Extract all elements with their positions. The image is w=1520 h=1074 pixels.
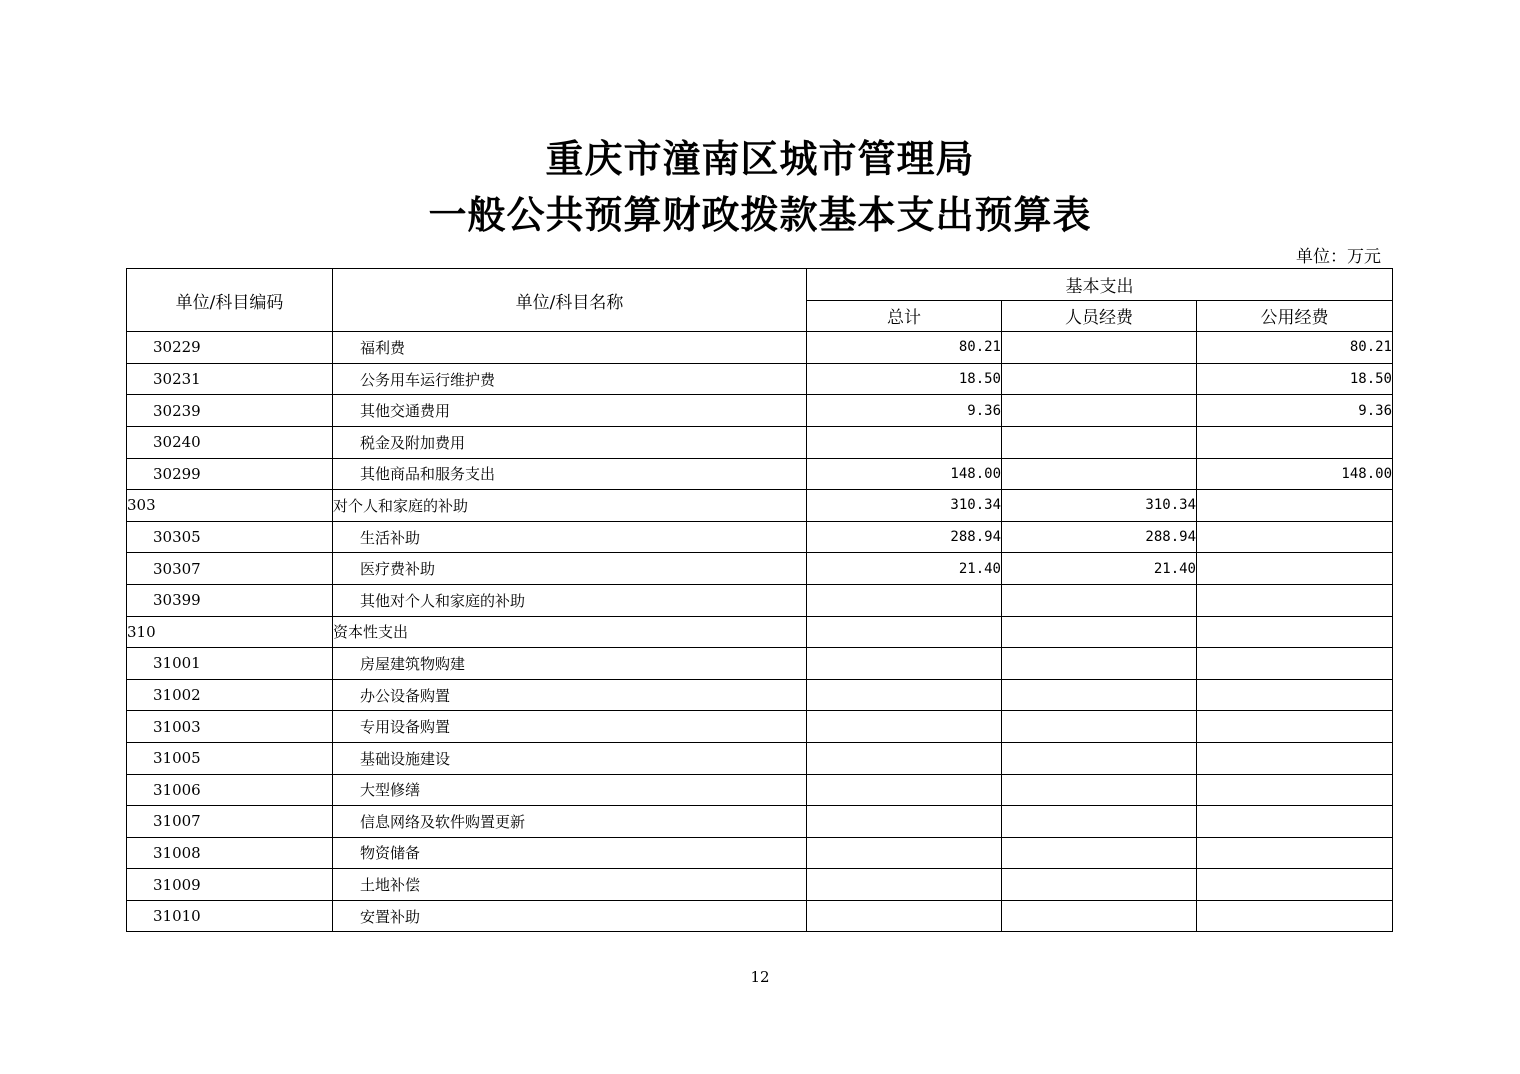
cell-total (807, 426, 1002, 458)
table-row (127, 742, 1393, 774)
table-row (127, 332, 1393, 364)
cell-code: 31003 (127, 711, 333, 743)
header-personnel: 人员经费 (1002, 300, 1197, 332)
table-row (127, 774, 1393, 806)
cell-personnel (1002, 679, 1197, 711)
cell-personnel (1002, 742, 1197, 774)
cell-code: 31010 (127, 900, 333, 932)
cell-name: 土地补偿 (333, 869, 807, 901)
cell-personnel (1002, 774, 1197, 806)
cell-total: 148.00 (807, 458, 1002, 490)
cell-public (1197, 584, 1393, 616)
table-row (127, 584, 1393, 616)
cell-name: 房屋建筑物购建 (333, 648, 807, 680)
cell-total (807, 837, 1002, 869)
cell-personnel (1002, 648, 1197, 680)
header-code: 单位/科目编码 (127, 269, 333, 332)
cell-name: 信息网络及软件购置更新 (333, 806, 807, 838)
cell-personnel (1002, 806, 1197, 838)
cell-personnel (1002, 616, 1197, 648)
table-row (127, 900, 1393, 932)
header-total: 总计 (807, 300, 1002, 332)
cell-total: 9.36 (807, 395, 1002, 427)
table-row (127, 426, 1393, 458)
cell-name: 资本性支出 (333, 616, 807, 648)
table-row (127, 363, 1393, 395)
cell-public: 148.00 (1197, 458, 1393, 490)
cell-public: 9.36 (1197, 395, 1393, 427)
cell-name: 安置补助 (333, 900, 807, 932)
cell-personnel (1002, 426, 1197, 458)
cell-name: 税金及附加费用 (333, 426, 807, 458)
cell-personnel (1002, 395, 1197, 427)
cell-personnel (1002, 711, 1197, 743)
cell-code: 31006 (127, 774, 333, 806)
cell-total: 80.21 (807, 332, 1002, 364)
cell-public (1197, 774, 1393, 806)
cell-public (1197, 711, 1393, 743)
cell-public: 18.50 (1197, 363, 1393, 395)
cell-public (1197, 806, 1393, 838)
cell-name: 其他交通费用 (333, 395, 807, 427)
cell-public (1197, 616, 1393, 648)
table-row (127, 806, 1393, 838)
cell-total (807, 584, 1002, 616)
table-row (127, 679, 1393, 711)
unit-label: 单位：万元 (1296, 247, 1381, 267)
cell-personnel: 288.94 (1002, 521, 1197, 553)
cell-public (1197, 490, 1393, 522)
cell-code: 30307 (127, 553, 333, 585)
cell-code: 31001 (127, 648, 333, 680)
cell-name: 福利费 (333, 332, 807, 364)
table-row (127, 869, 1393, 901)
cell-public (1197, 426, 1393, 458)
cell-total (807, 900, 1002, 932)
cell-code: 303 (127, 490, 333, 522)
table-row (127, 395, 1393, 427)
cell-code: 31005 (127, 742, 333, 774)
cell-public (1197, 837, 1393, 869)
cell-public (1197, 869, 1393, 901)
table-row (127, 837, 1393, 869)
cell-name: 办公设备购置 (333, 679, 807, 711)
cell-name: 公务用车运行维护费 (333, 363, 807, 395)
cell-code: 31002 (127, 679, 333, 711)
budget-table (126, 268, 1393, 932)
table-row (127, 711, 1393, 743)
cell-personnel (1002, 458, 1197, 490)
cell-personnel: 21.40 (1002, 553, 1197, 585)
cell-personnel (1002, 837, 1197, 869)
cell-code: 30231 (127, 363, 333, 395)
cell-name: 物资储备 (333, 837, 807, 869)
cell-public (1197, 679, 1393, 711)
cell-total: 21.40 (807, 553, 1002, 585)
table-row (127, 458, 1393, 490)
cell-total: 18.50 (807, 363, 1002, 395)
cell-personnel (1002, 900, 1197, 932)
cell-public: 80.21 (1197, 332, 1393, 364)
cell-name: 其他对个人和家庭的补助 (333, 584, 807, 616)
cell-personnel (1002, 584, 1197, 616)
table-row (127, 616, 1393, 648)
cell-total (807, 679, 1002, 711)
cell-code: 30305 (127, 521, 333, 553)
header-basic-expenditure: 基本支出 (807, 269, 1393, 301)
page-number: 12 (750, 968, 770, 986)
cell-public (1197, 742, 1393, 774)
table-row (127, 648, 1393, 680)
cell-code: 30399 (127, 584, 333, 616)
cell-total (807, 869, 1002, 901)
cell-name: 其他商品和服务支出 (333, 458, 807, 490)
document-title-line1: 重庆市潼南区城市管理局 (545, 136, 975, 181)
cell-code: 310 (127, 616, 333, 648)
cell-name: 专用设备购置 (333, 711, 807, 743)
cell-code: 31008 (127, 837, 333, 869)
cell-name: 基础设施建设 (333, 742, 807, 774)
cell-total: 310.34 (807, 490, 1002, 522)
cell-public (1197, 553, 1393, 585)
document-title-line2: 一般公共预算财政拨款基本支出预算表 (428, 192, 1092, 237)
cell-total (807, 742, 1002, 774)
cell-personnel (1002, 869, 1197, 901)
header-name: 单位/科目名称 (333, 269, 807, 332)
cell-total (807, 616, 1002, 648)
cell-personnel (1002, 363, 1197, 395)
cell-name: 医疗费补助 (333, 553, 807, 585)
table-row (127, 490, 1393, 522)
cell-public (1197, 648, 1393, 680)
cell-code: 30239 (127, 395, 333, 427)
cell-name: 大型修缮 (333, 774, 807, 806)
cell-total (807, 648, 1002, 680)
cell-code: 30229 (127, 332, 333, 364)
table-row (127, 521, 1393, 553)
cell-code: 31009 (127, 869, 333, 901)
table-row (127, 553, 1393, 585)
cell-total (807, 774, 1002, 806)
table-body (127, 332, 1393, 932)
cell-personnel: 310.34 (1002, 490, 1197, 522)
cell-public (1197, 900, 1393, 932)
cell-code: 31007 (127, 806, 333, 838)
cell-code: 30299 (127, 458, 333, 490)
cell-name: 对个人和家庭的补助 (333, 490, 807, 522)
cell-code: 30240 (127, 426, 333, 458)
header-public: 公用经费 (1197, 300, 1393, 332)
cell-public (1197, 521, 1393, 553)
cell-name: 生活补助 (333, 521, 807, 553)
cell-personnel (1002, 332, 1197, 364)
cell-total (807, 806, 1002, 838)
cell-total: 288.94 (807, 521, 1002, 553)
cell-total (807, 711, 1002, 743)
